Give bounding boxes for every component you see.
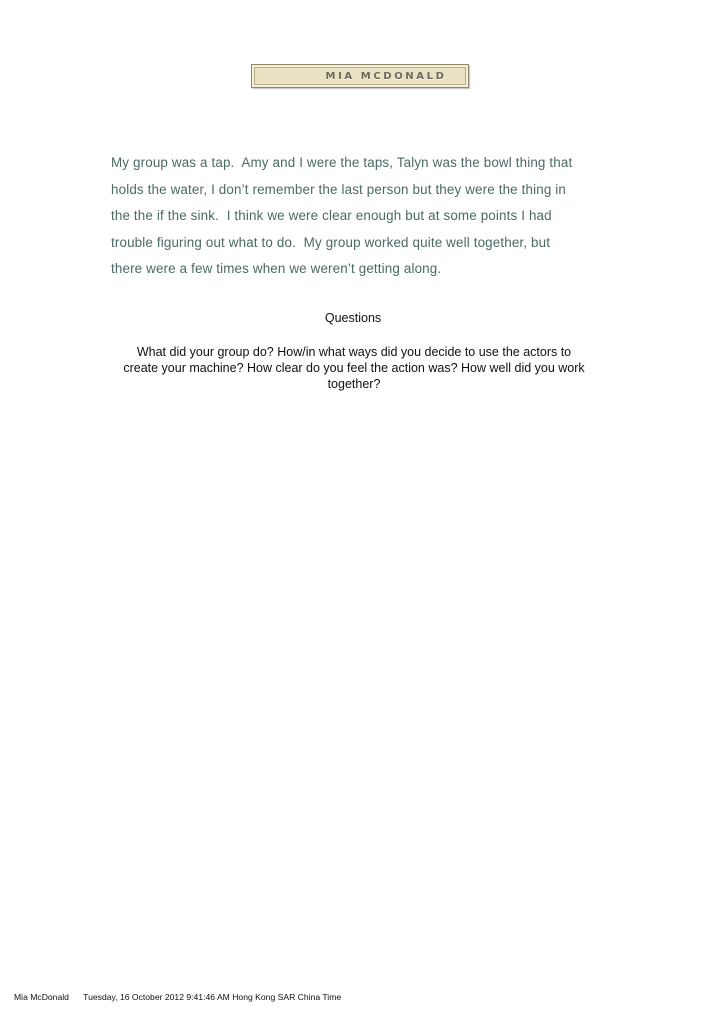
questions-heading: Questions (324, 311, 382, 325)
question-line: What did your group do? How/in what ways did you decide to use the actors to (136, 345, 572, 359)
journal-line: trouble figuring out what to do. My group worked quite well together, but (111, 234, 551, 250)
journal-line: holds the water, I don’t remember the last person but they were the thing in (111, 181, 567, 197)
footer-author: Mia McDonald (14, 992, 69, 1002)
name-banner-text: MIA MCDONALD (325, 70, 447, 82)
footer-timestamp: Tuesday, 16 October 2012 9:41:46 AM Hong Kong SAR China Time (83, 992, 342, 1002)
question-line: create your machine? How clear do you feel the action was? How well did you work (123, 361, 585, 375)
journal-line: there were a few times when we weren’t getting along. (111, 261, 442, 276)
journal-line: the the if the sink. I think we were clear enough but at some points I had (111, 208, 552, 223)
journal-line: My group was a tap. Amy and I were the taps, Talyn was the bowl thing that (111, 155, 573, 170)
questions-prompt (96, 344, 612, 392)
page-footer (14, 992, 341, 1002)
journal-entry (111, 150, 611, 283)
question-line: together? (327, 377, 381, 391)
name-banner (251, 64, 469, 88)
